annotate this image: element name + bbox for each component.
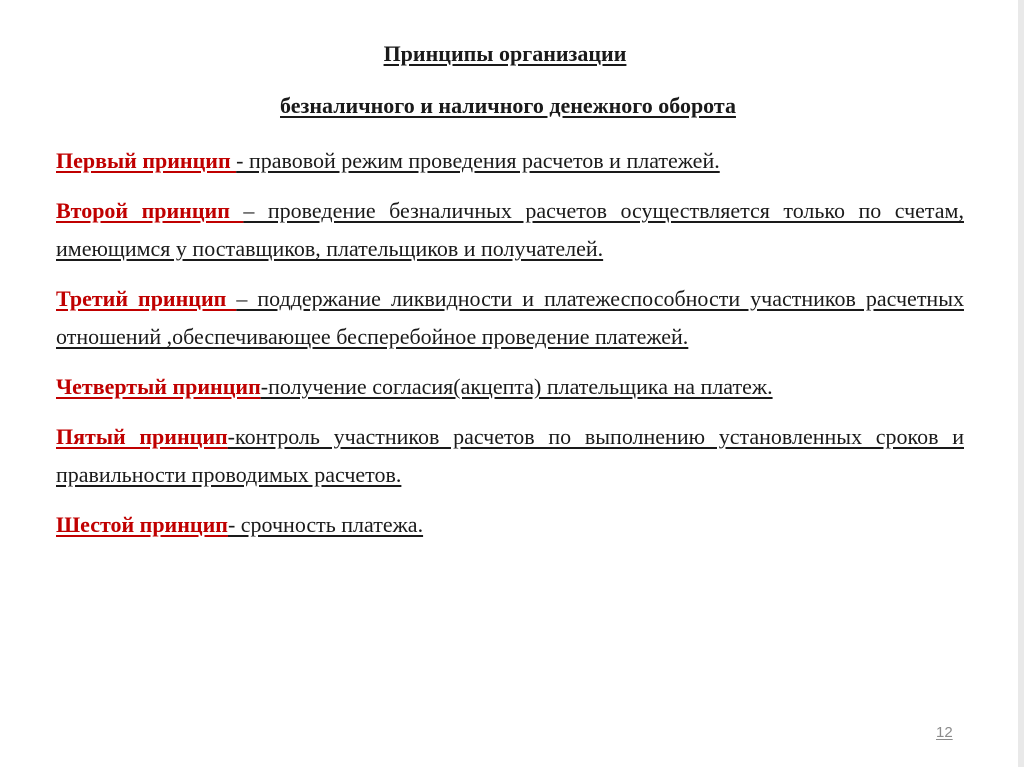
principle-5-lead: Пятый принцип bbox=[56, 424, 228, 449]
principle-1 bbox=[56, 142, 964, 180]
principle-5-text: -контроль участников расчетов по выполнению установленных сроков и правильности проводимых расчетов. bbox=[56, 424, 964, 487]
principle-3-lead: Третий принцип bbox=[56, 286, 237, 311]
principle-1-lead: Первый принцип bbox=[56, 148, 237, 173]
slide-title-line-1: Принципы организации bbox=[383, 41, 627, 66]
page-number: 12 bbox=[936, 724, 953, 741]
principle-2 bbox=[56, 192, 964, 268]
principle-4-text: -получение согласия(акцепта) плательщика на платеж. bbox=[260, 374, 773, 399]
principle-2-text: – проведение безналичных расчетов осуществляется только по счетам, имеющимся у поставщиков, плательщиков и получателей. bbox=[56, 198, 964, 261]
principle-3-text: – поддержание ликвидности и платежеспособности участников расчетных отношений ,обеспечивающее бесперебойное проведение платежей. bbox=[56, 286, 964, 349]
principle-1-text: - правовой режим проведения расчетов и платежей. bbox=[236, 148, 720, 173]
principle-5 bbox=[56, 418, 964, 494]
principle-3 bbox=[56, 280, 964, 356]
principle-6-lead: Шестой принцип bbox=[56, 512, 228, 537]
slide-title-line-2: безналичного и наличного денежного оборота bbox=[280, 93, 736, 118]
principle-6-text: - срочность платежа. bbox=[227, 512, 424, 537]
principle-4 bbox=[56, 368, 964, 406]
slide-edge-bar bbox=[1018, 0, 1024, 767]
principle-2-lead: Второй принцип bbox=[56, 198, 244, 223]
principles-list bbox=[56, 142, 964, 556]
principle-4-lead: Четвертый принцип bbox=[56, 374, 261, 399]
principle-6 bbox=[56, 506, 964, 544]
